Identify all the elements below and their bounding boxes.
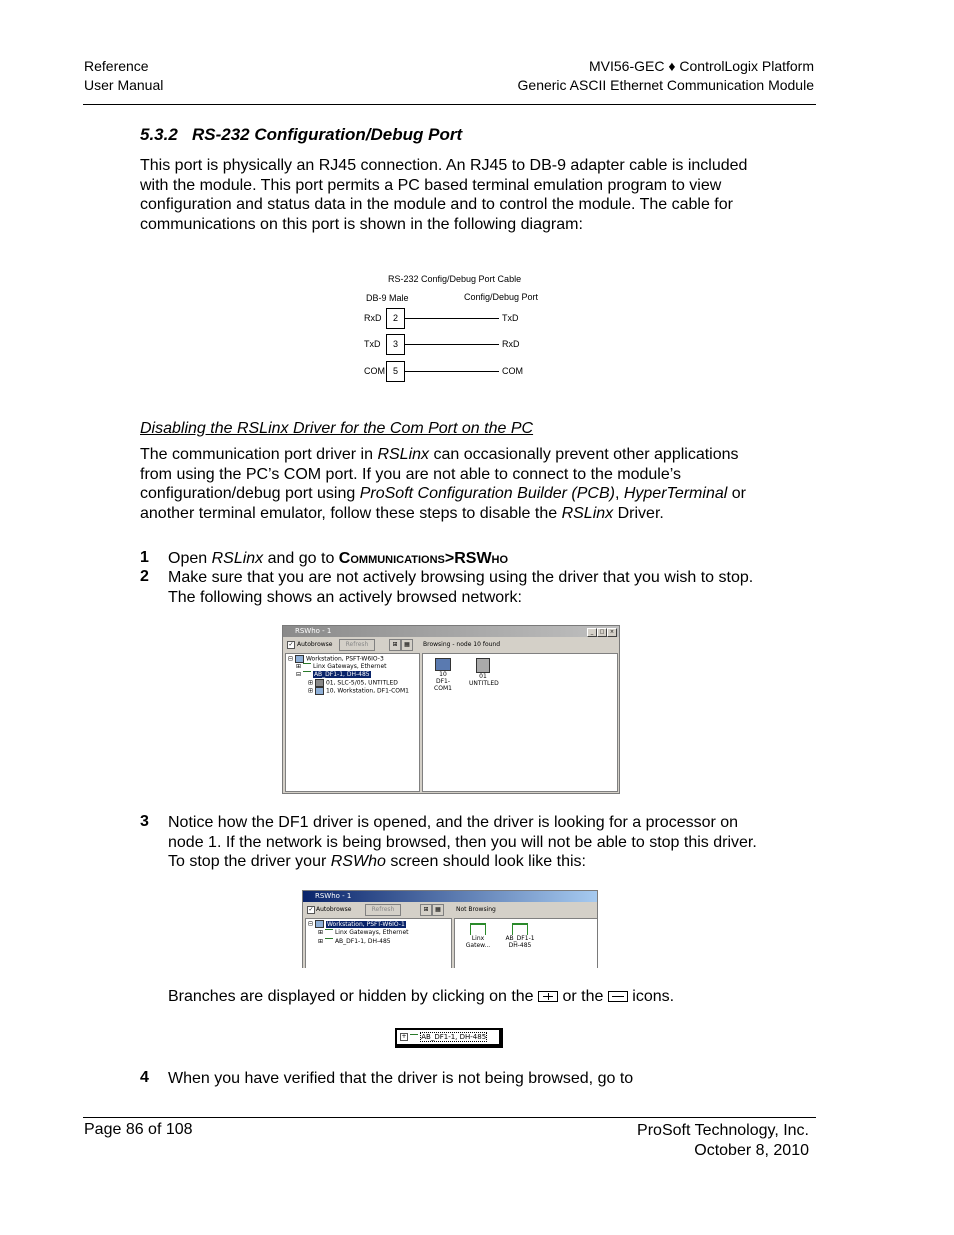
node-label: 10 (439, 671, 447, 678)
browse-status: Browsing - node 10 found (423, 641, 501, 648)
diagram-pin: 5 (386, 361, 405, 382)
diagram-title: RS-232 Config/Debug Port Cable (388, 274, 522, 284)
tree-view-icon[interactable]: ⊞ (420, 904, 432, 916)
refresh-button[interactable]: Refresh (339, 639, 375, 651)
menu-separator: > (444, 550, 455, 567)
tree-label: Linx Gateways, Ethernet (312, 663, 387, 670)
diagram-row-right-label: RxD (502, 339, 520, 349)
header-left (84, 57, 163, 95)
rswho-window-not-browsing (302, 890, 598, 968)
tree-item[interactable]: ⊟ Workstation, PSFT-W6IO-3 (288, 655, 384, 663)
tree-view-icon[interactable]: ⊞ (389, 639, 401, 651)
step-4-text: When you have verified that the driver is not being browsed, go to (168, 1070, 634, 1087)
text-run: The communication port driver in (140, 446, 378, 463)
node-label: Gatew... (465, 942, 491, 949)
diagram-pin: 3 (386, 334, 405, 355)
tree-label: Linx Gateways, Ethernet (334, 929, 409, 936)
section-heading (140, 125, 462, 145)
subsection-paragraph (140, 445, 755, 523)
node-label: UNTITLED (469, 680, 499, 687)
workstation-icon (315, 687, 324, 695)
window-titlebar: RSWho - 1 (303, 891, 597, 902)
tree-item[interactable]: ⊟ AB_DF1-1, DH-485 (296, 671, 370, 678)
node-item[interactable] (503, 923, 537, 949)
plc-icon (315, 679, 324, 687)
footer-rule (83, 1117, 816, 1118)
diagram-wire (405, 371, 499, 372)
node-item[interactable] (429, 658, 457, 692)
computer-icon (435, 658, 451, 671)
diagram-row-left-label: COM (364, 366, 385, 376)
autobrowse-label: Autobrowse (297, 641, 333, 648)
close-button[interactable]: × (607, 628, 617, 637)
node-label: DF1-COM1 (434, 678, 452, 692)
tree-item[interactable]: ⊞ 10, Workstation, DF1-COM1 (308, 687, 410, 695)
text-run: Driver. (613, 504, 664, 522)
text-run: screen should look like this: (385, 853, 586, 871)
grid-view-icon[interactable]: ▦ (401, 639, 413, 651)
rslinx-term: RSLinx (561, 504, 614, 522)
text-run: can occasionally prevent other applications from using the PC’s COM port. If you are not able to connect to the module’s configuration/debug port using (140, 446, 739, 503)
text-run: and go to (263, 550, 339, 567)
grid-view-icon[interactable]: ▦ (432, 904, 444, 916)
tree-snippet-item[interactable] (397, 1030, 499, 1044)
network-icon (410, 1034, 418, 1041)
autobrowse-checkbox[interactable]: ✓ (308, 906, 314, 913)
plc-icon (476, 658, 490, 673)
autobrowse-checkbox[interactable]: ✓ (288, 641, 294, 648)
rswho-term: RSWho (330, 853, 386, 871)
header-section: Reference (84, 58, 149, 74)
header-product: MVI56-GEC ♦ ControlLogix Platform (589, 58, 814, 74)
node-item[interactable] (463, 923, 493, 949)
pcb-term: ProSoft Configuration Builder (PCB) (359, 485, 615, 503)
rslinx-term: RSLinx (211, 550, 264, 567)
expand-icon[interactable]: + (401, 1033, 407, 1040)
header-doc-type: User Manual (84, 77, 164, 93)
network-icon (303, 663, 311, 670)
network-icon (325, 929, 333, 936)
rslinx-term: RSLinx (377, 446, 430, 463)
tree-item[interactable]: ⊞ Linx Gateways, Ethernet (318, 929, 409, 936)
minimize-button[interactable]: _ (587, 628, 597, 637)
section-number: 5.3.2 (140, 125, 178, 144)
node-pane[interactable] (454, 918, 598, 968)
section-title: RS-232 Configuration/Debug Port (191, 125, 463, 144)
step-3-text (168, 813, 768, 872)
text-run: or the (562, 988, 604, 1005)
diagram-row-left-label: TxD (364, 339, 381, 349)
tree-snippet (395, 1028, 503, 1048)
footer-right (637, 1121, 809, 1160)
node-item[interactable] (469, 658, 497, 687)
node-label: 01 (479, 673, 487, 680)
node-pane[interactable] (422, 653, 618, 792)
node-label: AB_DF1-1 (505, 935, 535, 942)
step-number: 2 (140, 568, 149, 585)
text-run: Branches are displayed or hidden by clicking on the (168, 988, 534, 1005)
network-icon (470, 923, 486, 935)
menu-rswho: RSWho (454, 550, 509, 567)
tree-item[interactable]: ⊟ Workstation, PSFT-W6IO-1 (308, 920, 405, 928)
tree-label: AB_DF1-1, DH-485 (421, 1033, 487, 1041)
tree-label: 01, SLC-5/05, UNTITLED (325, 679, 398, 687)
workstation-icon (295, 655, 304, 663)
header-rule (83, 104, 816, 105)
workstation-icon (315, 920, 324, 928)
window-titlebar: RSWho - 1 (283, 626, 619, 637)
expand-icon (538, 991, 558, 1002)
node-label: DH-485 (508, 942, 532, 949)
publish-date: October 8, 2010 (694, 1141, 809, 1159)
step-1-text (168, 549, 768, 569)
diagram-wire (405, 344, 499, 345)
network-icon (303, 671, 311, 678)
tree-item[interactable]: ⊞ Linx Gateways, Ethernet (296, 663, 387, 670)
tree-label: Workstation, PSFT-W6IO-3 (305, 655, 384, 663)
network-icon (512, 923, 528, 935)
menu-communications: Communications (338, 550, 445, 567)
branches-sentence (168, 987, 674, 1007)
section-intro: This port is physically an RJ45 connection. An RJ45 to DB-9 adapter cable is included with the module. This port permits a PC based terminal emulation program to view configuration and status data in the module and to control the module. The cable for communications on this port is shown in the following diagram: (140, 157, 748, 233)
network-icon (325, 938, 333, 945)
diagram-row-right-label: COM (502, 366, 523, 376)
header-right (518, 57, 814, 95)
tree-label: Workstation, PSFT-W6IO-1 (326, 920, 405, 928)
tree-item[interactable]: ⊞ 01, SLC-5/05, UNTITLED (308, 679, 398, 687)
tree-label: AB_DF1-1, DH-485 (334, 938, 391, 945)
text-run: Open (168, 550, 212, 567)
diagram-right-header: Config/Debug Port (464, 292, 539, 302)
diagram-wire (405, 318, 499, 319)
tree-pane[interactable] (285, 653, 420, 792)
node-label: Linx (471, 935, 485, 942)
tree-label: 10, Workstation, DF1-COM1 (325, 687, 410, 695)
diagram-pin: 2 (386, 308, 405, 329)
hyperterminal-term: HyperTerminal (623, 485, 728, 503)
text-run: or another terminal emulator, follow these steps to disable the (140, 485, 746, 522)
text-run: icons. (632, 988, 675, 1005)
step-2-text: Make sure that you are not actively browsing using the driver that you wish to stop. The following shows an actively browsed network: (168, 569, 754, 606)
diagram-left-header: DB-9 Male (366, 293, 409, 303)
text-run: , (614, 485, 624, 503)
subsection-heading: Disabling the RSLinx Driver for the Com Port on the PC (140, 420, 534, 437)
autobrowse-label: Autobrowse (316, 906, 352, 913)
step-number: 4 (140, 1069, 149, 1086)
page-number: Page 86 of 108 (84, 1121, 193, 1138)
diagram-row-right-label: TxD (502, 313, 519, 323)
step-number: 3 (140, 813, 149, 830)
maximize-button[interactable]: □ (597, 628, 607, 637)
company-name: ProSoft Technology, Inc. (637, 1122, 809, 1139)
text-run: Notice how the DF1 driver is opened, and the driver is looking for a processor on node 1. If the network is being browsed, then you will not be able to stop this driver. To stop the driver your (168, 814, 757, 871)
rswho-window-browsing (282, 625, 620, 794)
collapse-icon (608, 991, 628, 1002)
tree-label: AB_DF1-1, DH-485 (313, 671, 370, 678)
tree-pane[interactable] (305, 918, 452, 968)
tree-item[interactable]: ⊞ AB_DF1-1, DH-485 (318, 938, 391, 945)
refresh-button[interactable]: Refresh (365, 904, 401, 916)
diagram-row-left-label: RxD (364, 313, 382, 323)
browse-status: Not Browsing (456, 906, 496, 913)
step-number: 1 (140, 549, 149, 566)
header-module: Generic ASCII Ethernet Communication Module (517, 77, 814, 93)
